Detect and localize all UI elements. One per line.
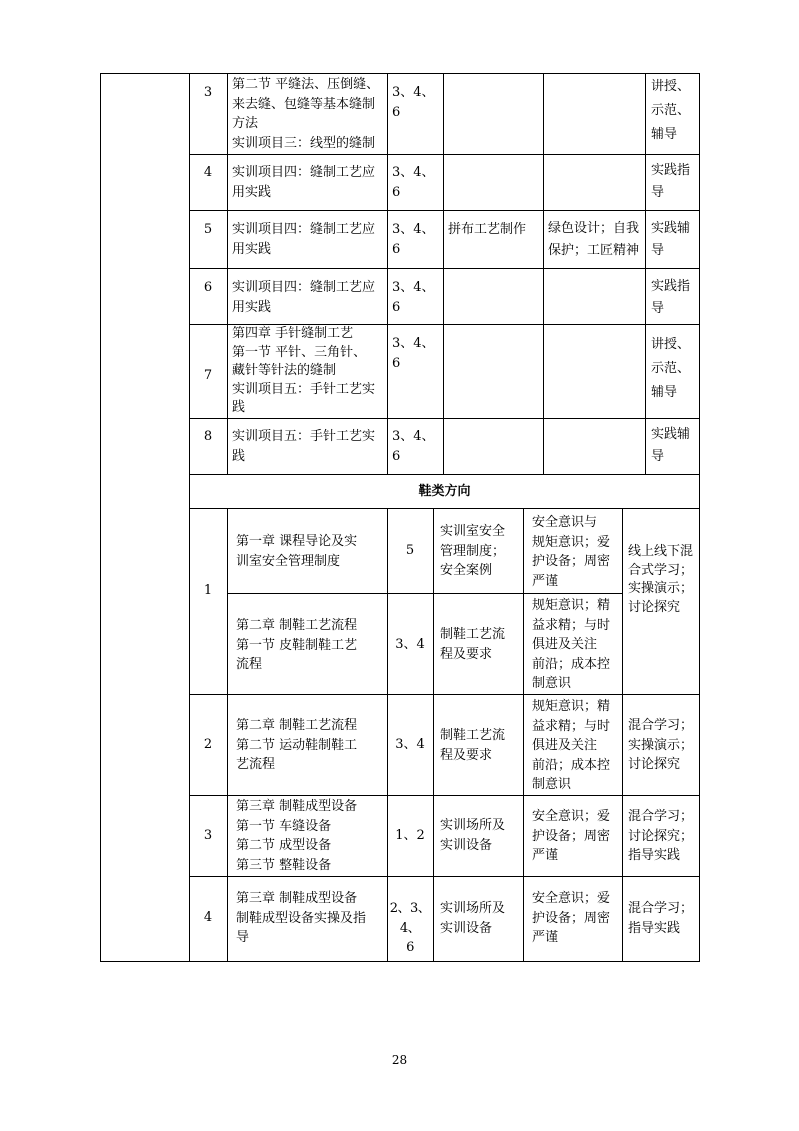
row-method: 混合学习； 讨论探究； 指导实践	[628, 809, 694, 863]
row-divider	[189, 795, 700, 796]
row-content: 实训项目四：缝制工艺应 用实践	[232, 222, 376, 257]
row-number: 3	[203, 85, 213, 100]
row-method: 混合学习； 指导实践	[628, 901, 694, 936]
row-divider	[189, 154, 700, 155]
row-ideology: 规矩意识；精 益求精；与时 俱进及关注 前沿；成本控 制意识	[532, 598, 611, 691]
row-content: 实训项目四：缝制工艺应 用实践	[232, 280, 376, 315]
row-divider	[227, 593, 623, 594]
section-heading: 鞋类方向	[418, 484, 471, 499]
row-case: 拼布工艺制作	[448, 222, 527, 237]
row-ideology: 安全意识与 规矩意识；爱 护设备；周密 严谨	[532, 515, 611, 589]
row-method: 混合学习； 实操演示； 讨论探究	[628, 718, 694, 772]
row-divider	[189, 876, 700, 877]
row-number: 4	[203, 910, 213, 925]
row-number: 3	[203, 828, 213, 843]
row-case: 实训场所及 实训设备	[440, 901, 506, 936]
row-number: 6	[203, 280, 213, 295]
row-content: 实训项目四：缝制工艺应 用实践	[232, 165, 376, 200]
row-method: 讲授、 示范、 辅导	[651, 337, 691, 400]
row-targets: 3、4	[395, 737, 425, 752]
row-divider	[189, 268, 700, 269]
row-method: 实践辅 导	[651, 221, 691, 258]
row-divider	[189, 418, 700, 419]
row-divider	[189, 694, 700, 695]
row-ideology: 安全意识；爱 护设备；周密 严谨	[532, 891, 611, 945]
col-divider	[523, 508, 524, 962]
row-content: 第一章 课程导论及实 训室安全管理制度	[236, 534, 358, 569]
col-divider	[227, 508, 228, 962]
row-method: 实践指 导	[651, 163, 691, 200]
row-ideology: 规矩意识；精 益求精；与时 俱进及关注 前沿；成本控 制意识	[532, 699, 611, 792]
row-content: 第三章 制鞋成型设备 第一节 车缝设备 第二节 成型设备 第三节 整鞋设备	[236, 799, 358, 873]
row-targets: 3、4、6	[392, 429, 435, 464]
row-number: 2	[203, 737, 213, 752]
row-number: 4	[203, 165, 213, 180]
row-targets: 3、4、6	[392, 336, 435, 371]
table-left-border	[100, 73, 101, 962]
row-divider	[189, 508, 700, 509]
row-content: 实训项目五：手针工艺实 践	[232, 429, 376, 464]
row-case: 制鞋工艺流 程及要求	[440, 728, 506, 763]
row-content: 第二章 制鞋工艺流程 第一节 皮鞋制鞋工艺 流程	[236, 618, 358, 672]
row-method: 实践指 导	[651, 279, 691, 316]
row-number: 7	[203, 368, 213, 383]
row-content: 第三章 制鞋成型设备 制鞋成型设备实操及指 导	[236, 891, 367, 945]
col-divider	[387, 73, 388, 474]
row-case: 实训场所及 实训设备	[440, 818, 506, 853]
row-divider	[189, 474, 700, 475]
row-content: 第二节 平缝法、压倒缝、 来去缝、包缝等基本缝制 方法 实训项目三：线型的缝制	[232, 77, 380, 151]
col-divider	[443, 73, 444, 474]
row-ideology: 绿色设计；自我 保护；工匠精神	[548, 221, 640, 258]
row-method: 线上线下混 合式学习； 实操演示； 讨论探究	[628, 544, 694, 615]
page-number: 28	[391, 1053, 408, 1067]
row-ideology: 安全意识；爱 护设备；周密 严谨	[532, 809, 611, 863]
row-number: 5	[203, 222, 213, 237]
row-targets: 5	[405, 543, 415, 558]
table-top-border	[100, 73, 700, 74]
table-bottom-border	[100, 961, 700, 962]
col-divider	[433, 508, 434, 962]
row-content: 第二章 制鞋工艺流程 第二节 运动鞋制鞋工 艺流程	[236, 718, 358, 772]
row-method: 实践辅 导	[651, 427, 691, 464]
row-targets: 1、2	[395, 828, 425, 843]
row-targets: 3、4、6	[392, 85, 435, 120]
row-targets: 3、4、6	[392, 165, 435, 200]
row-targets: 3、4、6	[392, 222, 435, 257]
col-divider	[543, 73, 544, 474]
row-divider	[189, 210, 700, 211]
row-targets: 3、4、6	[392, 280, 435, 315]
row-case: 制鞋工艺流 程及要求	[440, 627, 506, 662]
row-targets: 3、4	[395, 637, 425, 652]
row-targets: 2、3、4、 6	[389, 901, 431, 955]
row-number: 1	[203, 583, 213, 598]
row-method: 讲授、 示范、 辅导	[651, 79, 691, 142]
row-case: 实训室安全 管理制度； 安全案例	[440, 524, 506, 578]
row-number: 8	[203, 429, 213, 444]
row-content: 第四章 手针缝制工艺 第一节 平针、三角针、 藏针等针法的缝制 实训项目五：手针工艺实 践	[232, 326, 376, 416]
